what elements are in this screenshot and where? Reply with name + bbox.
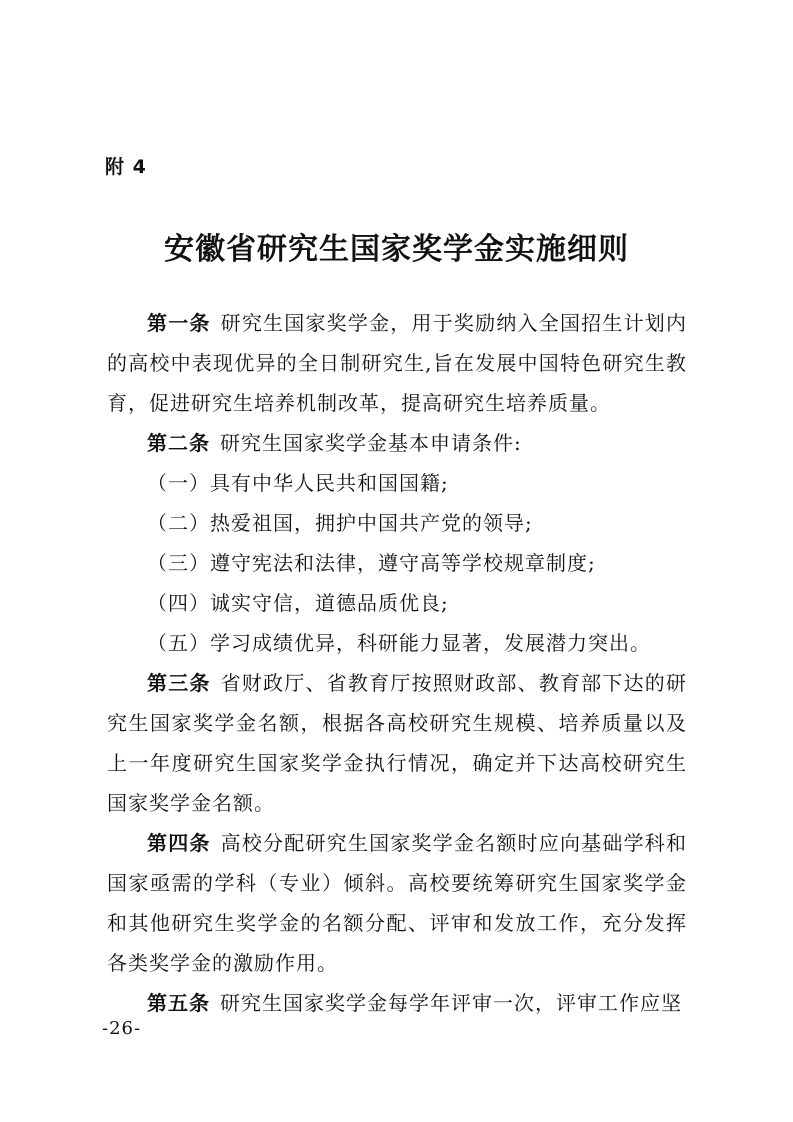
attachment-label: 附 4 — [105, 156, 147, 178]
article-3 — [107, 663, 687, 823]
article-heading: 第四条 — [147, 831, 211, 855]
article-5 — [107, 983, 687, 1023]
article-1 — [107, 303, 687, 423]
condition-item: （二）热爱祖国，拥护中国共产党的领导; — [147, 511, 533, 535]
condition-item: （四）诚实守信，道德品质优良; — [147, 591, 449, 615]
article-text: 省财政厅、省教育厅按照财政部、教育部下达的研究生国家奖学金名额，根据各高校研究生规模、培养质量以及上一年度研究生国家奖学金执行情况，确定并下达高校研究生国家奖学金名额。 — [107, 671, 687, 815]
document-title: 安徽省研究生国家奖学金实施细则 — [164, 232, 629, 267]
page-number: -26- — [102, 1018, 142, 1039]
article-heading: 第一条 — [147, 311, 211, 335]
article-heading: 第五条 — [147, 991, 210, 1015]
article-text: 高校分配研究生国家奖学金名额时应向基础学科和国家亟需的学科（专业）倾斜。高校要统筹研究生国家奖学金和其他研究生奖学金的名额分配、评审和发放工作，充分发挥各类奖学金的激励作用。 — [107, 831, 687, 975]
condition-item: （五）学习成绩优异，科研能力显著，发展潜力突出。 — [147, 631, 651, 655]
condition-item: （一）具有中华人民共和国国籍; — [147, 471, 449, 495]
article-heading: 第二条 — [147, 431, 210, 455]
article-text: 研究生国家奖学金基本申请条件: — [220, 431, 522, 455]
document-body — [107, 303, 687, 1023]
article-text: 研究生国家奖学金每学年评审一次，评审工作应坚 — [220, 991, 682, 1015]
condition-item: （三）遵守宪法和法律，遵守高等学校规章制度; — [147, 551, 596, 575]
article-2 — [107, 423, 687, 463]
article-heading: 第三条 — [147, 671, 211, 695]
article-4 — [107, 823, 687, 983]
article-text: 研究生国家奖学金，用于奖励纳入全国招生计划内的高校中表现优异的全日制研究生,旨在发展中国特色研究生教育，促进研究生培养机制改革，提高研究生培养质量。 — [107, 311, 687, 415]
